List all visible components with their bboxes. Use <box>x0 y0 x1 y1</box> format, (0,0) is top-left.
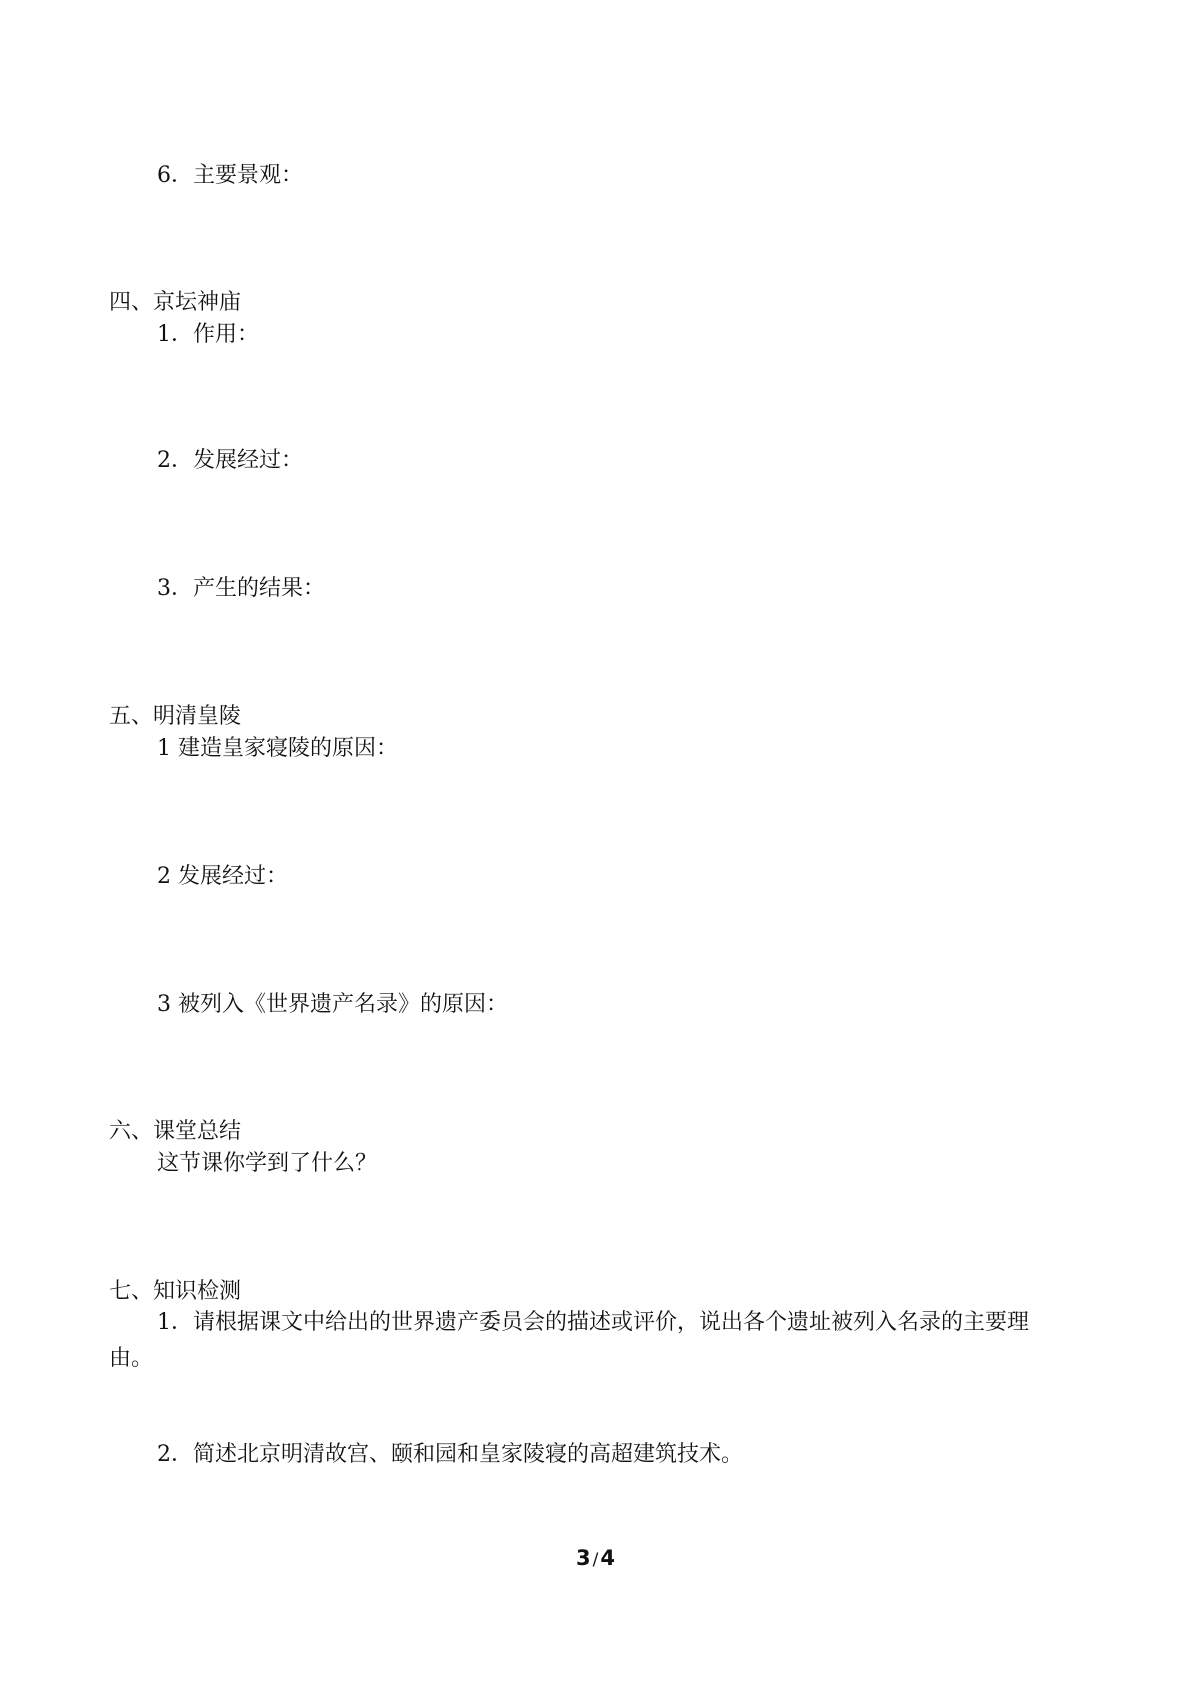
total-pages: 4 <box>600 1546 615 1570</box>
section-heading-summary: 六、课堂总结 <box>109 1119 242 1144</box>
item-main-scenery: 6．主要景观： <box>157 163 303 188</box>
page-separator: / <box>592 1550 599 1570</box>
section-heading-imperial-tombs: 五、明清皇陵 <box>109 704 242 729</box>
item-function: 1．作用： <box>157 322 259 347</box>
section-heading-altars-temples: 四、京坛神庙 <box>109 290 242 315</box>
item-result: 3．产生的结果： <box>157 576 325 601</box>
page-number <box>0 1544 1191 1574</box>
item-summary-question: 这节课你学到了什么？ <box>157 1151 378 1176</box>
item-tomb-development: 2 发展经过： <box>157 864 288 889</box>
item-tomb-reason: 1 建造皇家寝陵的原因： <box>157 736 398 761</box>
section-heading-knowledge-test: 七、知识检测 <box>109 1279 242 1304</box>
current-page: 3 <box>576 1546 591 1570</box>
item-heritage-reason: 3 被列入《世界遗产名录》的原因： <box>157 992 508 1017</box>
question-2: 2．简述北京明清故宫、颐和园和皇家陵寝的高超建筑技术。 <box>157 1442 743 1467</box>
item-development: 2．发展经过： <box>157 448 303 473</box>
question-1: 1．请根据课文中给出的世界遗产委员会的描述或评价，说出各个遗址被列入名录的主要理由。 <box>109 1310 1030 1371</box>
